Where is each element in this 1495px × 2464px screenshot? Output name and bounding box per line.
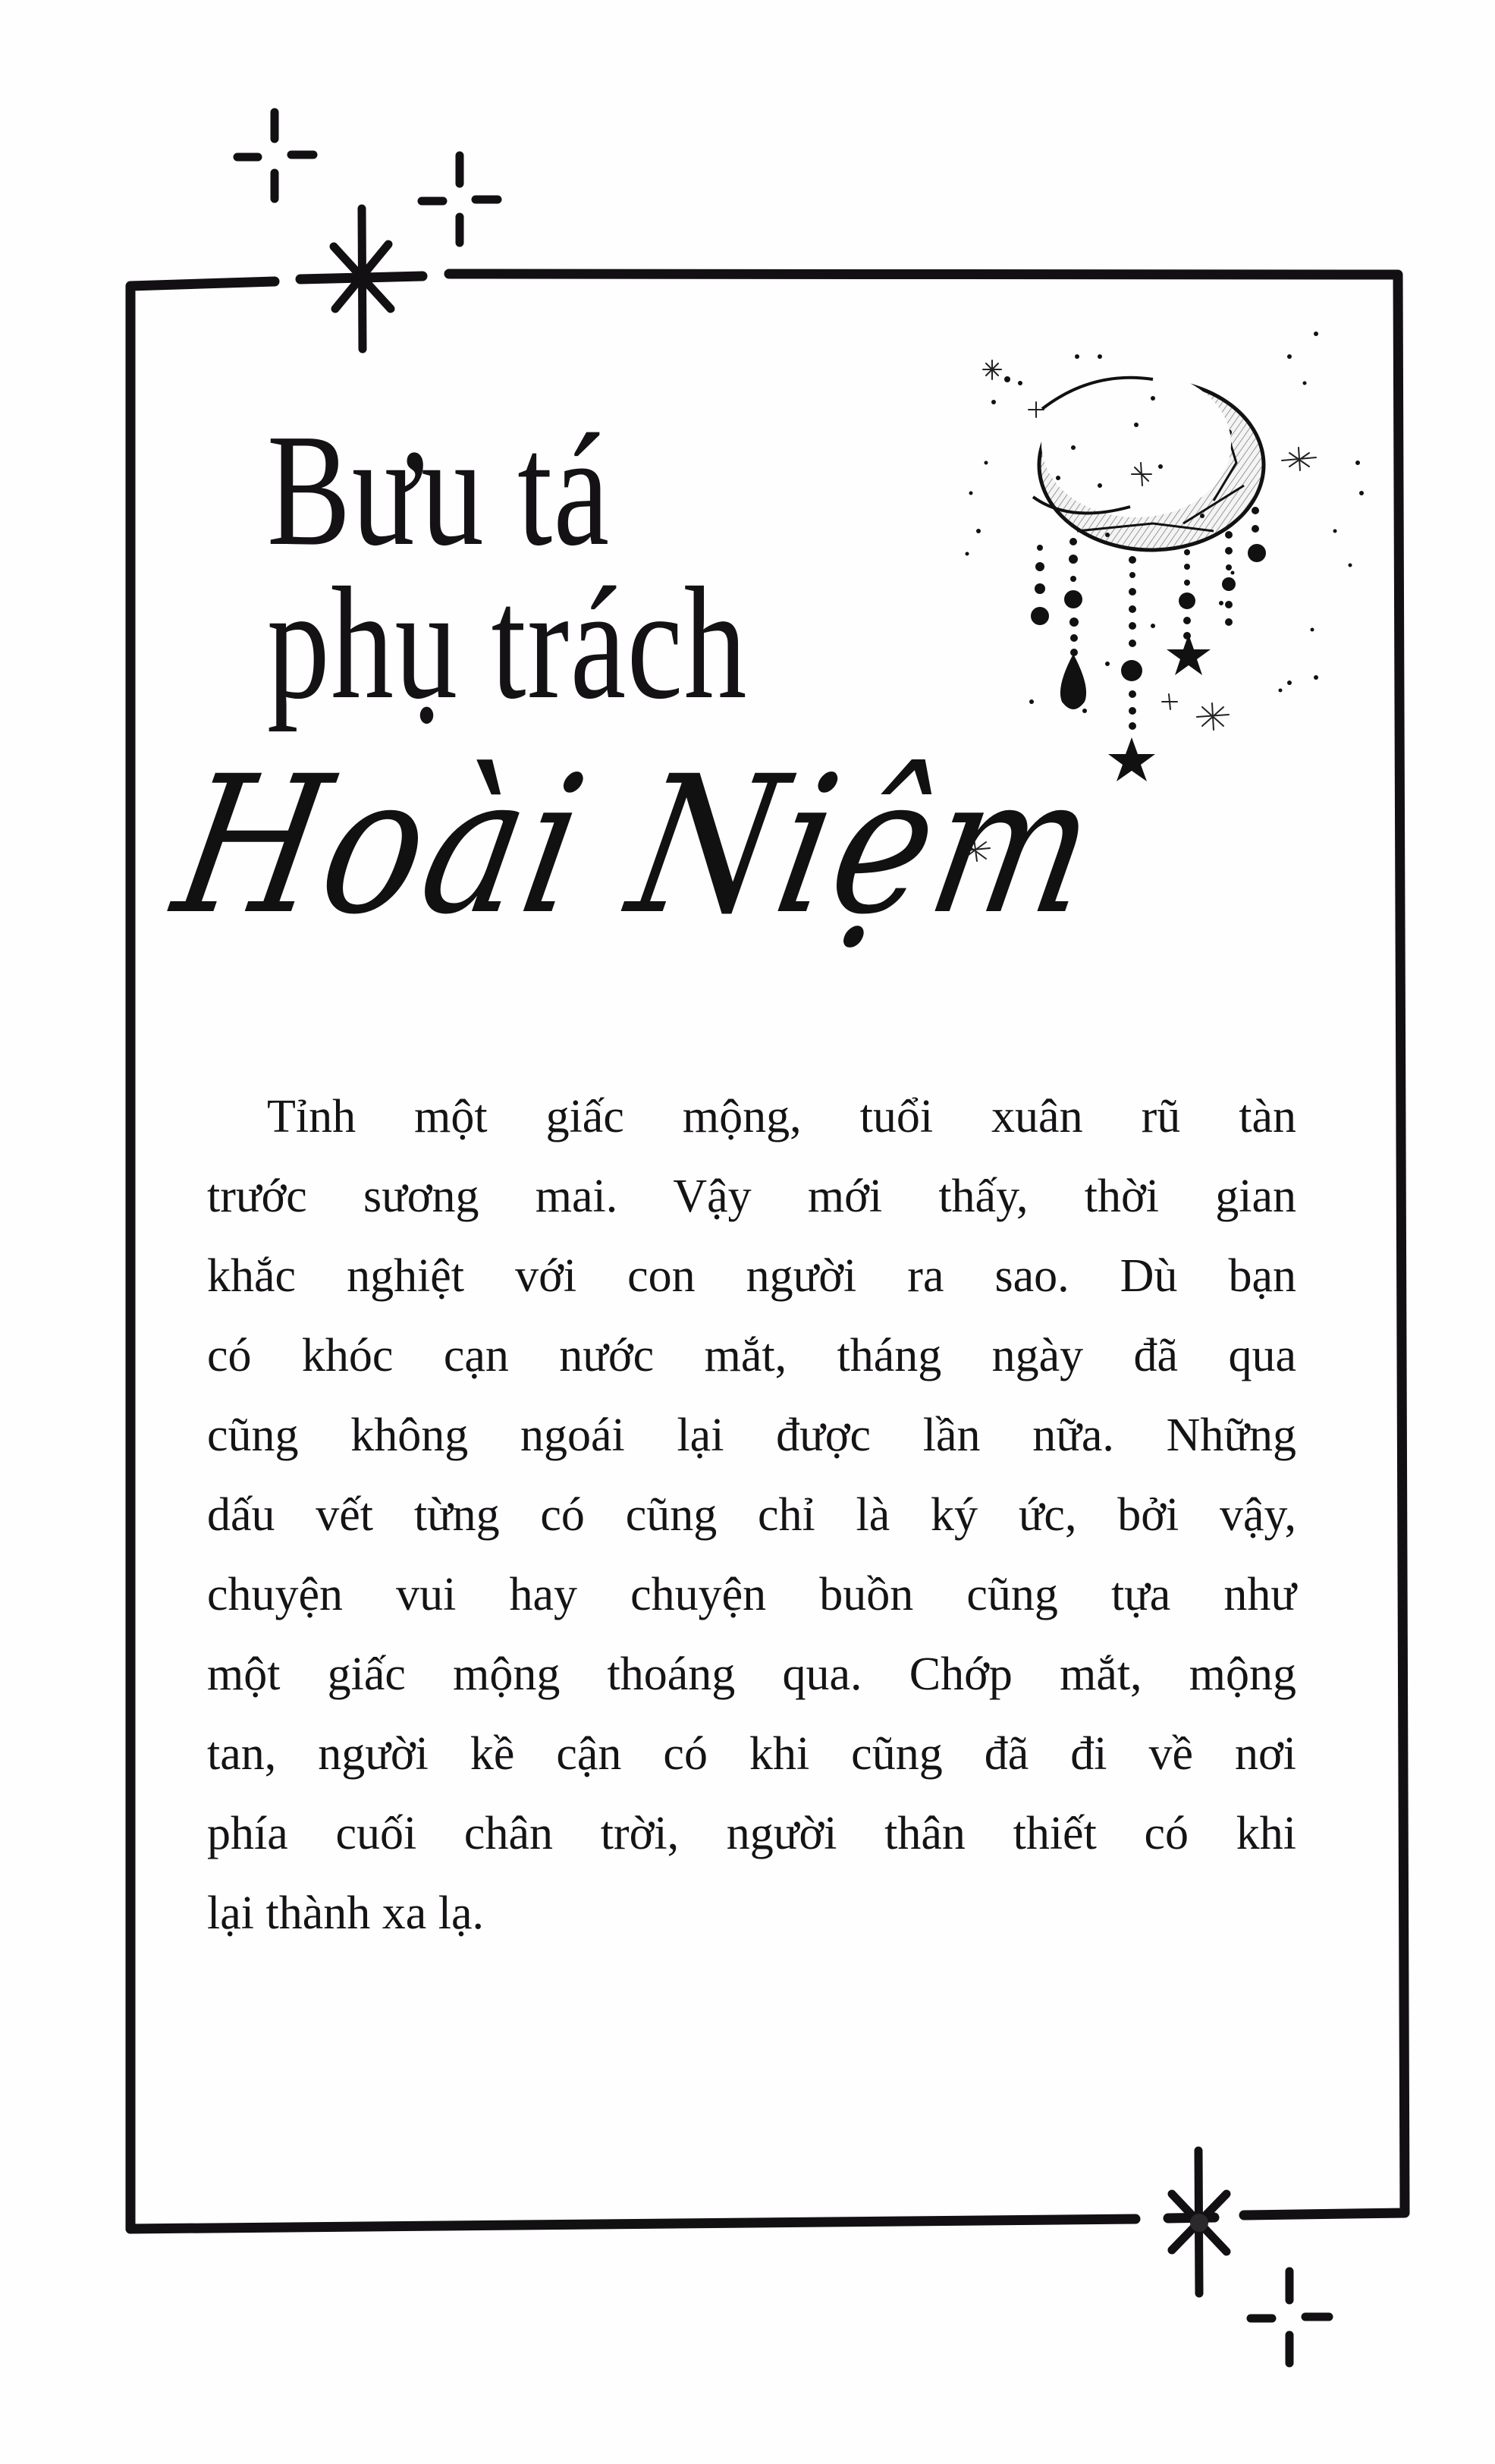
title-line-2: phụ trách — [267, 554, 748, 732]
body-line: tan, người kề cận có khi cũng đã đi về nơi — [207, 1728, 1296, 1780]
sparkle-cross-icon — [237, 112, 313, 199]
sparkle-icon — [1029, 402, 1044, 417]
star-icon — [1108, 737, 1155, 781]
sparkle-icon — [1162, 694, 1177, 709]
sparkle-icon — [983, 360, 1001, 379]
body-line: dấu vết từng có cũng chỉ là ký ức, bởi vậy, — [207, 1489, 1296, 1541]
body-paragraph — [207, 1077, 1296, 1953]
body-line: lại thành xa lạ. — [207, 1887, 484, 1939]
body-line: có khóc cạn nước mắt, tháng ngày đã qua — [207, 1330, 1296, 1381]
star-icon — [1167, 634, 1211, 675]
title-script: Hoài Niệm — [161, 735, 1113, 956]
body-line: phía cuối chân trời, người thân thiết có khi — [207, 1808, 1296, 1859]
body-line: Tỉnh một giấc mộng, tuổi xuân rũ tàn — [267, 1091, 1296, 1142]
title-line-1: Bưu tá — [267, 401, 611, 579]
body-line: một giấc mộng thoáng qua. Chớp mắt, mộng — [207, 1648, 1296, 1700]
body-line: cũng không ngoái lại được lần nữa. Những — [207, 1410, 1296, 1461]
sparkle-icon — [1197, 703, 1229, 730]
sparkle-cross-icon — [422, 156, 498, 243]
body-line: chuyện vui hay chuyện buồn cũng tựa như — [207, 1569, 1296, 1620]
asterisk-center-dot — [1190, 2214, 1208, 2232]
sparkle-icon — [1282, 448, 1316, 470]
body-line: trước sương mai. Vậy mới thấy, thời gian — [207, 1171, 1296, 1222]
sparkle-cross-icon — [1251, 2271, 1329, 2363]
body-line: khắc nghiệt với con người ra sao. Dù bạn — [207, 1250, 1296, 1302]
asterisk-center-dot — [353, 269, 370, 285]
